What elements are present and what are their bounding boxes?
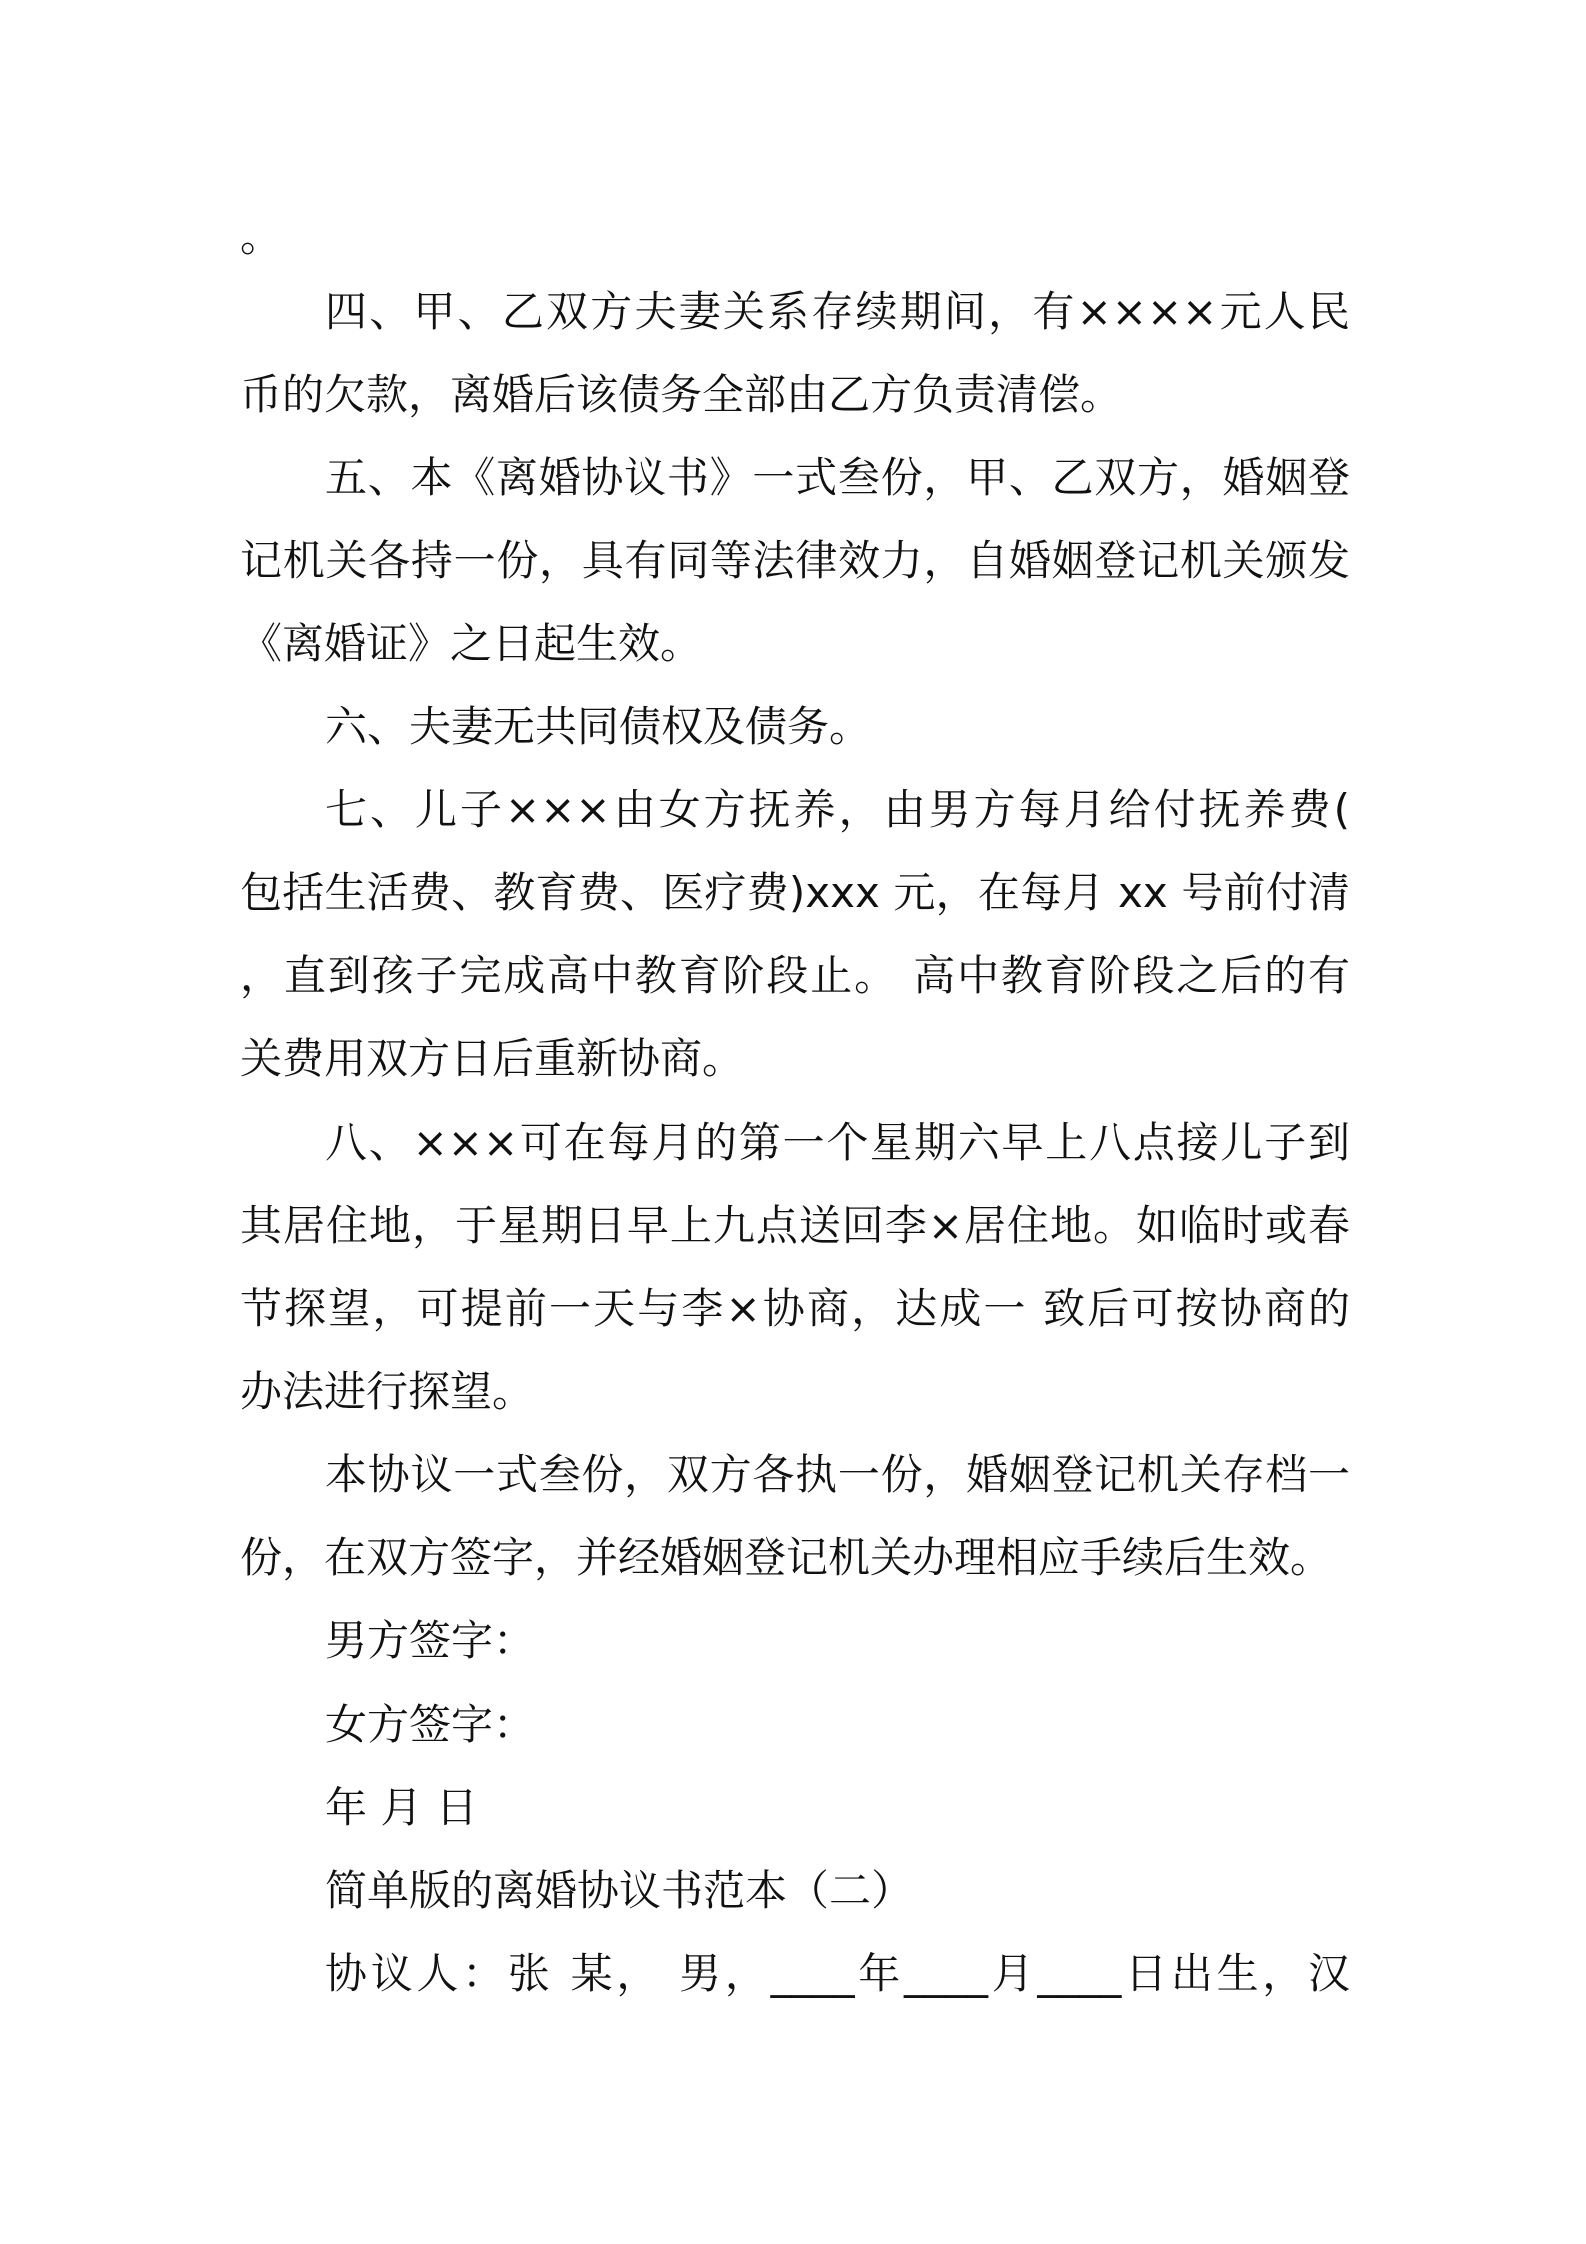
text-line-12: 八、×××可在每月的第一个星期六早上八点接儿子到 xyxy=(325,1118,1350,1167)
female-signature-label: 女方签字： xyxy=(325,1700,536,1749)
text-line-7: 六、夫妻无共同债权及债务。 xyxy=(325,702,872,751)
text-line-22: 协议人：张 某， 男，____年____月____日出生，汉 xyxy=(325,1949,1350,1998)
text-line-4: 五、本《离婚协议书》一式叁份，甲、乙双方，婚姻登 xyxy=(325,453,1350,502)
text-line-10: ，直到孩子完成高中教育阶段止。 高中教育阶段之后的有 xyxy=(240,951,1350,1000)
text-line-11: 关费用双方日后重新协商。 xyxy=(240,1034,745,1083)
text-line-15: 办法进行探望。 xyxy=(240,1367,535,1416)
text-line-8: 七、儿子×××由女方抚养，由男方每月给付抚养费( xyxy=(325,785,1350,834)
text-line-5: 记机关各持一份，具有同等法律效力，自婚姻登记机关颁发 xyxy=(240,536,1350,585)
text-line-16: 本协议一式叁份，双方各执一份，婚姻登记机关存档一 xyxy=(325,1450,1350,1499)
male-signature-label: 男方签字： xyxy=(325,1616,536,1665)
text-line-2: 四、甲、乙双方夫妻关系存续期间，有××××元人民 xyxy=(325,287,1350,336)
text-line-9: 包括生活费、教育费、医疗费)xxx 元，在每月 xx 号前付清 xyxy=(240,868,1350,917)
text-line-6: 《离婚证》之日起生效。 xyxy=(240,619,703,668)
section-title: 简单版的离婚协议书范本（二） xyxy=(325,1866,914,1915)
text-line-14: 节探望，可提前一天与李×协商，达成一 致后可按协商的 xyxy=(240,1284,1350,1333)
text-line-13: 其居住地，于星期日早上九点送回李×居住地。如临时或春 xyxy=(240,1201,1350,1250)
text-line-3: 币的欠款，离婚后该债务全部由乙方负责清偿。 xyxy=(240,370,1123,419)
text-line-17: 份，在双方签字，并经婚姻登记机关办理相应手续后生效。 xyxy=(240,1533,1333,1582)
text-line-1: 。 xyxy=(240,212,283,261)
date-label: 年 月 日 xyxy=(325,1783,478,1832)
